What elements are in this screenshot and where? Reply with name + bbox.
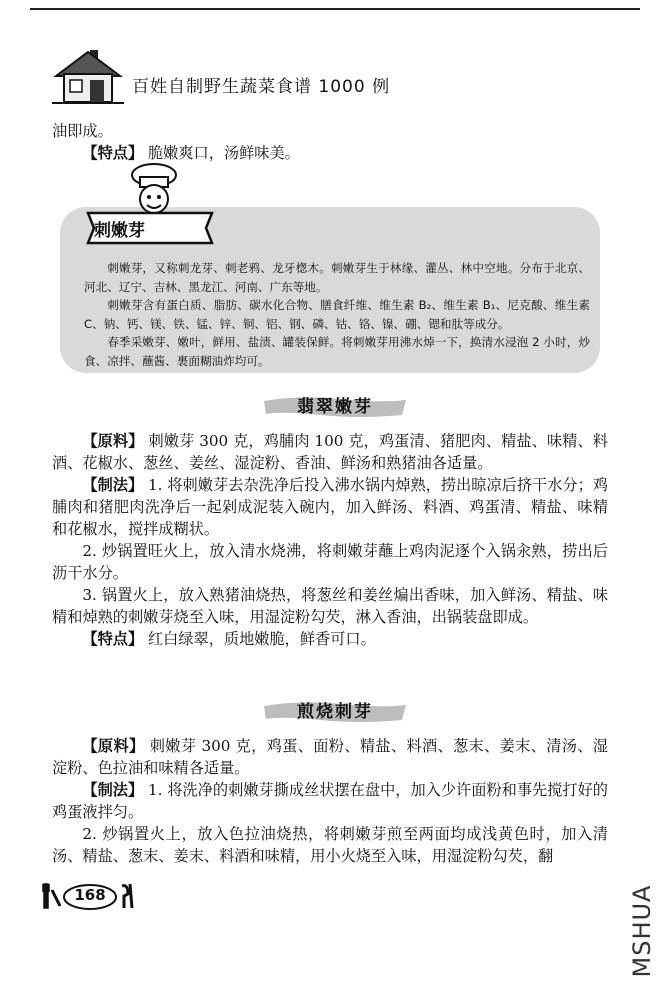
continued-section: [52, 120, 608, 164]
intro-paragraph: 刺嫩芽含有蛋白质、脂肪、碳水化合物、膳食纤维、维生素 B₂、维生素 B₁、尼克酸、维生素 C、钠、钙、镁、铁、锰、锌、铜、铝、钢、磷、钴、铬、镍、硼、锶和肽等成分。: [84, 298, 590, 331]
page-header: [52, 44, 612, 106]
continued-tail: 油即成。: [52, 122, 113, 140]
watermark-text: MSHUA: [628, 884, 656, 978]
page-footer: [40, 880, 140, 912]
recipe-title: [260, 392, 410, 422]
recipe2-body: [52, 735, 608, 867]
recipe2-ingredients: 【原料】 刺嫩芽 300 克，鸡蛋、面粉、精盐、料酒、葱末、姜末、清汤、湿淀粉、色拉油和味精各适量。: [52, 737, 608, 777]
recipe-title: [260, 697, 410, 727]
recipe1-method-step1: 【制法】 1. 将刺嫩芽去杂洗净后投入沸水锅内焯熟，捞出晾凉后挤干水分；鸡脯肉和猪肥肉洗净后一起剁成泥装入碗内，加入鲜汤、料酒、鸡蛋清、精盐、味精和花椒水，搅拌成糊状。: [52, 476, 608, 538]
continued-features: 【特点】 脆嫩爽口，汤鲜味美。: [82, 144, 300, 162]
page-number: 168: [74, 886, 106, 904]
intro-text: [84, 259, 590, 370]
recipe1-body: [52, 430, 608, 650]
recipe-title-text: 翡翠嫩芽: [297, 397, 373, 417]
watermark: [622, 872, 662, 990]
book-title: 百姓自制野生蔬菜食谱 1000 例: [132, 77, 391, 97]
intro-paragraph: 刺嫩芽，又称刺龙芽、刺老鸦、龙牙楤木。刺嫩芽生于林缘、灌丛、林中空地。分布于北京、河北、辽宁、吉林、黑龙江、河南、广东等地。: [84, 261, 590, 294]
house-icon: [52, 44, 124, 106]
recipe2-method-step2: 2. 炒锅置火上，放入色拉油烧热，将刺嫩芽煎至两面均成浅黄色时，加入清汤、精盐、葱末、姜末、料酒和味精，用小火烧至入味，用湿淀粉勾芡，翻: [52, 825, 608, 865]
recipe1-ingredients: 【原料】 刺嫩芽 300 克，鸡脯肉 100 克，鸡蛋清、猪肥肉、精盐、味精、料酒、花椒水、葱丝、姜丝、湿淀粉、香油、鲜汤和熟猪油各适量。: [52, 432, 608, 472]
intro-title: 刺嫩芽: [94, 221, 145, 241]
top-rule: [30, 8, 640, 10]
recipe1-features: 【特点】 红白绿翠，质地嫩脆，鲜香可口。: [82, 630, 376, 648]
recipe-title-text: 煎烧刺芽: [297, 702, 373, 722]
intro-paragraph: 春季采嫩芽、嫩叶，鲜用、盐渍、罐装保鲜。将刺嫩芽用沸水焯一下，换清水浸泡 2 小时，炒食、凉拌、蘸酱、裹面糊油炸均可。: [84, 335, 590, 368]
recipe1-method-step3: 3. 锅置火上，放入熟猪油烧热，将葱丝和姜丝煸出香味，加入鲜汤、精盐、味精和焯熟的刺嫩芽烧至入味，用湿淀粉勾芡，淋入香油，出锅装盘即成。: [52, 586, 608, 626]
intro-box: [60, 207, 600, 373]
recipe2-method-step1: 【制法】 1. 将洗净的刺嫩芽撕成丝状摆在盘中，加入少许面粉和事先搅打好的鸡蛋液拌匀。: [52, 781, 608, 821]
recipe1-method-step2: 2. 炒锅置旺火上，放入清水烧沸，将刺嫩芽蘸上鸡肉泥逐个入锅汆熟，捞出后沥干水分。: [52, 542, 608, 582]
